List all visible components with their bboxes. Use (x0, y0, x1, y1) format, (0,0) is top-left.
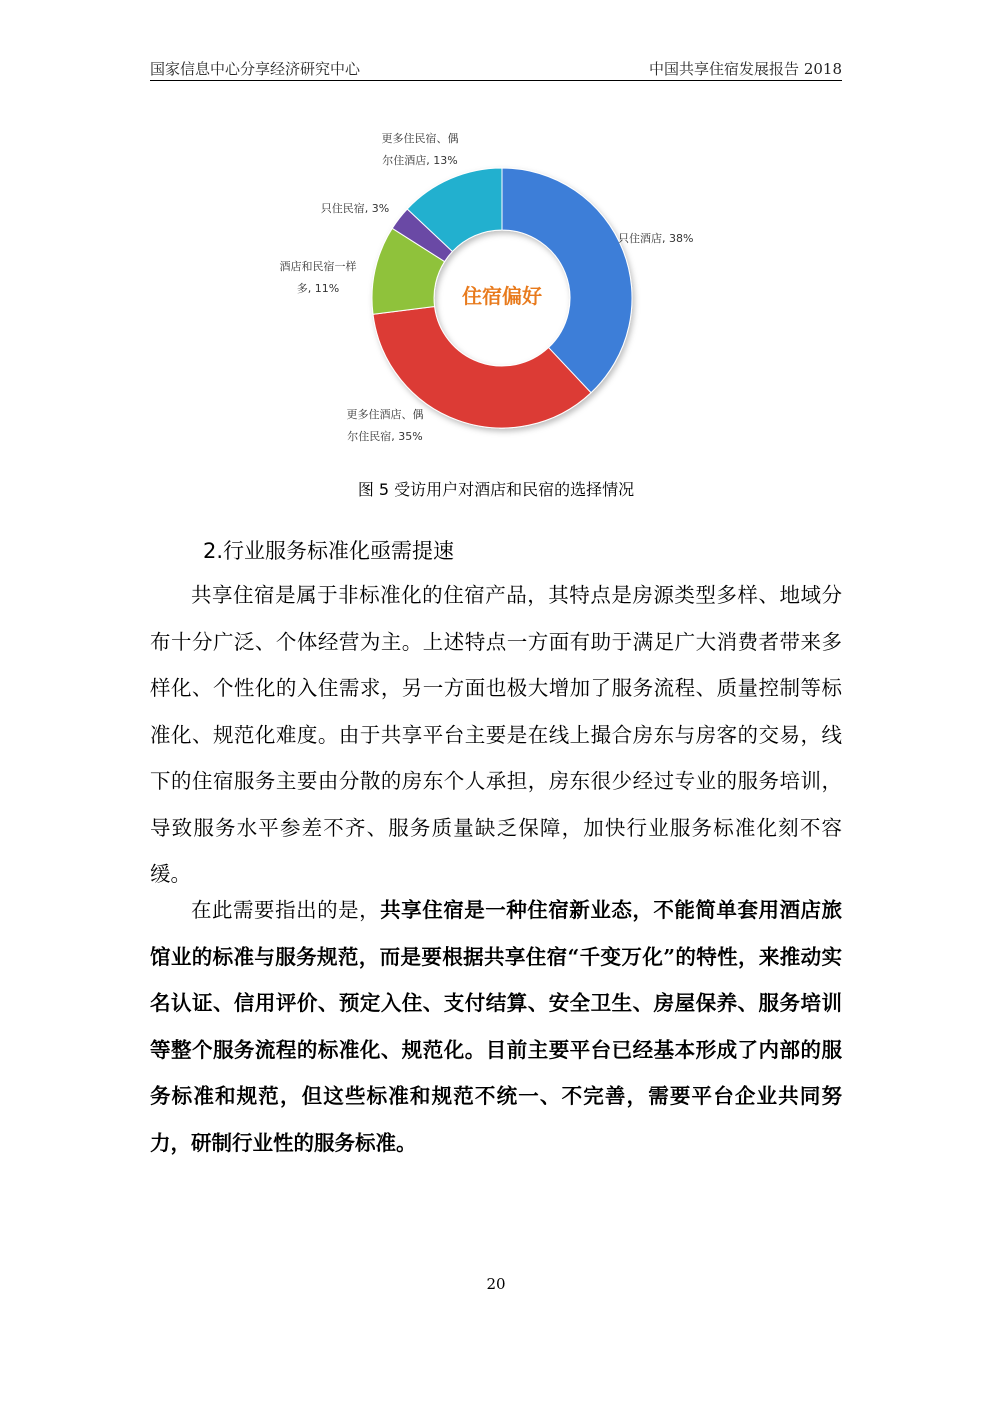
header-left-text: 国家信息中心分享经济研究中心 (150, 60, 361, 78)
figure-caption: 图 5 受访用户对酒店和民宿的选择情况 (357, 480, 635, 499)
chart-center-title: 住宿偏好 (462, 284, 542, 308)
paragraph-2-bold: 共享住宿是一种住宿新业态，不能简单套用酒店旅馆业的标准与服务规范，而是要根据共享住宿“千变万化”的特性，来推动实名认证、信用评价、预定入住、支付结算、安全卫生、房屋保养、服务培训等整个服务流程的标准化、规范化。目前主要平台已经基本形成了内部的服务标准和规范，但这些标准和规范不统一、不完善，需要平台企业共同努力，研制行业性的服务标准。 (150, 898, 843, 1155)
donut-chart-svg (260, 120, 700, 460)
slice-label-4: 只住民宿, 3% (320, 202, 390, 215)
donut-slice-1 (502, 168, 632, 393)
slice-label-1: 只住酒店, 38% (618, 232, 694, 245)
page-header (150, 58, 842, 81)
paragraph-2 (150, 887, 842, 1166)
page-number: 20 (486, 1275, 506, 1293)
header-right-text: 中国共享住宿发展报告 2018 (649, 60, 842, 78)
paragraph-2-normal: 在此需要指出的是， (191, 898, 381, 922)
slice-label-2: 更多住酒店、偶尔住民宿, 35% (346, 408, 424, 443)
paragraph-1: 共享住宿是属于非标准化的住宿产品，其特点是房源类型多样、地域分布十分广泛、个体经营为主。上述特点一方面有助于满足广大消费者带来多样化、个性化的入住需求，另一方面也极大增加了服务流程、质量控制等标准化、规范化难度。由于共享平台主要是在线上撮合房东与房客的交易，线下的住宿服务主要由分散的房东个人承担，房东很少经过专业的服务培训，导致服务水平参差不齐、服务质量缺乏保障，加快行业服务标准化刻不容缓。 (150, 583, 842, 886)
slice-label-3: 酒店和民宿一样多, 11% (279, 260, 357, 295)
donut-chart (260, 120, 700, 460)
section-heading: 2.行业服务标准化亟需提速 (203, 539, 455, 563)
slice-label-5: 更多住民宿、偶尔住酒店, 13% (381, 132, 459, 167)
